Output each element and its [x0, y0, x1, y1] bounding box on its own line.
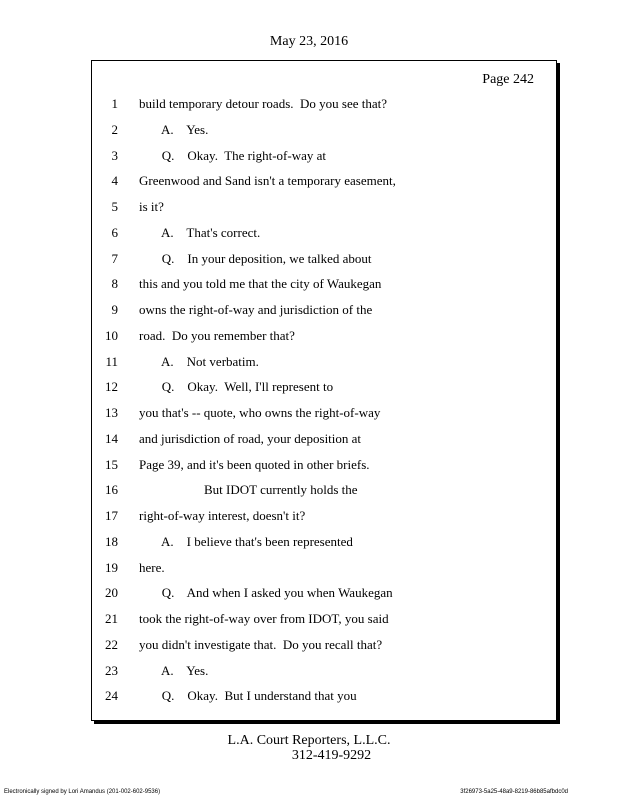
transcript-page — [91, 60, 557, 721]
line-number: 15 — [105, 457, 118, 472]
line-text: A. Not verbatim. — [139, 354, 259, 369]
line-text: Q. Okay. Well, I'll represent to — [139, 379, 334, 394]
line-number: 23 — [105, 663, 118, 678]
line-number: 3 — [111, 148, 118, 163]
line-number: 13 — [105, 405, 118, 420]
line-text: A. Yes. — [139, 122, 209, 137]
line-number: 11 — [105, 354, 118, 369]
line-number: 6 — [111, 225, 118, 240]
document-hash: 3f26973-5a25-48a9-8219-86b85afbdc0d — [460, 789, 568, 795]
line-number: 20 — [105, 585, 118, 600]
line-text: right-of-way interest, doesn't it? — [139, 508, 306, 523]
line-number: 22 — [105, 637, 118, 652]
page-number: Page 242 — [482, 72, 534, 87]
line-text: is it? — [139, 199, 164, 214]
line-number: 10 — [105, 328, 118, 343]
line-text: you that's -- quote, who owns the right-of-way — [139, 405, 381, 420]
line-text: owns the right-of-way and jurisdiction of the — [139, 302, 373, 317]
line-text: here. — [139, 560, 165, 575]
line-text: and jurisdiction of road, your deposition at — [139, 431, 362, 446]
reporter-footer — [0, 733, 618, 763]
line-text: Page 39, and it's been quoted in other briefs. — [139, 457, 370, 472]
line-number: 4 — [111, 173, 118, 188]
line-text: Greenwood and Sand isn't a temporary easement, — [139, 173, 396, 188]
line-text: Q. In your deposition, we talked about — [139, 251, 372, 266]
line-text: build temporary detour roads. Do you see that? — [139, 96, 388, 111]
line-text: you didn't investigate that. Do you recall that? — [139, 637, 383, 652]
line-number: 19 — [105, 560, 118, 575]
transcript-date: May 23, 2016 — [269, 34, 349, 49]
line-number: 7 — [111, 251, 118, 266]
line-number: 8 — [111, 276, 118, 291]
line-number: 5 — [111, 199, 118, 214]
line-number: 9 — [111, 302, 118, 317]
line-text: Q. Okay. The right-of-way at — [139, 148, 327, 163]
line-number: 17 — [105, 508, 118, 523]
line-text: Q. And when I asked you when Waukegan — [139, 585, 393, 600]
line-number: 18 — [105, 534, 118, 549]
reporter-company: L.A. Court Reporters, L.L.C. — [227, 733, 391, 748]
line-text: A. I believe that's been represented — [139, 534, 353, 549]
line-text: Q. Okay. But I understand that you — [139, 688, 357, 703]
line-number: 24 — [105, 688, 118, 703]
line-number: 1 — [111, 96, 118, 111]
line-text: A. That's correct. — [139, 225, 261, 240]
line-text: road. Do you remember that? — [139, 328, 295, 343]
line-text: took the right-of-way over from IDOT, you said — [139, 611, 389, 626]
line-number: 14 — [105, 431, 118, 446]
line-number: 2 — [111, 122, 118, 137]
line-number: 16 — [105, 482, 118, 497]
line-text: A. Yes. — [139, 663, 209, 678]
line-text: But IDOT currently holds the — [139, 482, 358, 497]
electronic-signature: Electronically signed by Lori Amandus (201-002-602-9536) — [4, 789, 161, 795]
line-text: this and you told me that the city of Waukegan — [139, 276, 382, 291]
line-number: 21 — [105, 611, 118, 626]
line-number: 12 — [105, 379, 118, 394]
reporter-phone: 312-419-9292 — [291, 748, 372, 763]
